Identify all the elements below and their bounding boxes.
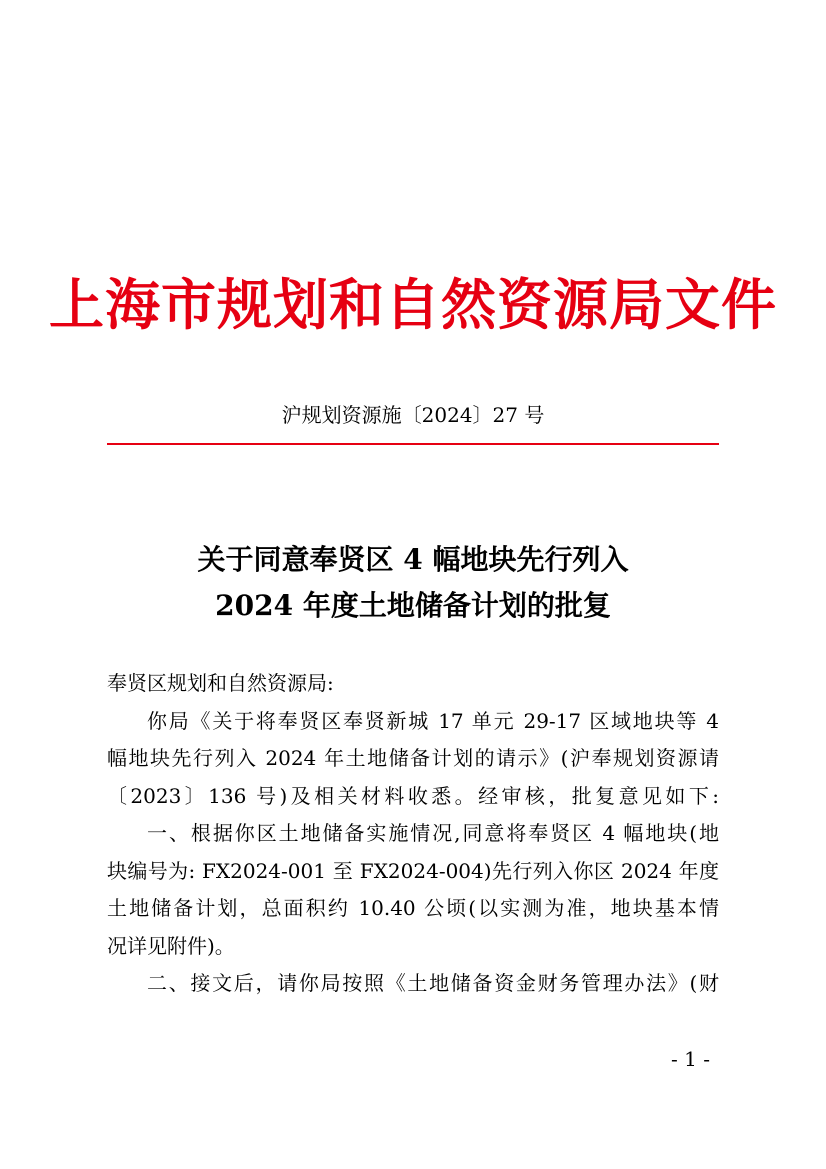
body-line-7: 况详见附件)。 (107, 933, 235, 958)
body-line-4: 一、根据你区土地储备实施情况,同意将奉贤区 4 幅地块(地 (147, 821, 719, 845)
body-line-6: 土地储备计划，总面积约 10.40 公顷(以实测为准，地块基本情 (107, 896, 719, 920)
page-number: - 1 - (671, 1047, 710, 1071)
title-line-2: 2024 年度土地储备计划的批复 (215, 589, 611, 622)
body-line-3: 〔2023〕136 号)及相关材料收悉。经审核，批复意见如下: (107, 783, 719, 808)
body-line-5: 块编号为: FX2024-001 至 FX2024-004)先行列入你区 2024 年度 (107, 858, 719, 883)
document-body (107, 665, 719, 1003)
title-line-1: 关于同意奉贤区 4 幅地块先行列入 (197, 543, 629, 576)
masthead-title: 上海市规划和自然资源局文件 (48, 272, 777, 337)
document-number: 沪规划资源施〔2024〕27 号 (281, 403, 545, 427)
body-line-2: 幅地块先行列入 2024 年土地储备计划的请示》(沪奉规划资源请 (107, 746, 719, 770)
red-separator-line (107, 443, 719, 445)
body-line-1: 你局《关于将奉贤区奉贤新城 17 单元 29-17 区域地块等 4 (147, 708, 719, 733)
body-line-8: 二、接文后，请你局按照《土地储备资金财务管理办法》(财 (147, 971, 719, 995)
addressee: 奉贤区规划和自然资源局: (107, 671, 334, 695)
document-title (0, 537, 826, 629)
